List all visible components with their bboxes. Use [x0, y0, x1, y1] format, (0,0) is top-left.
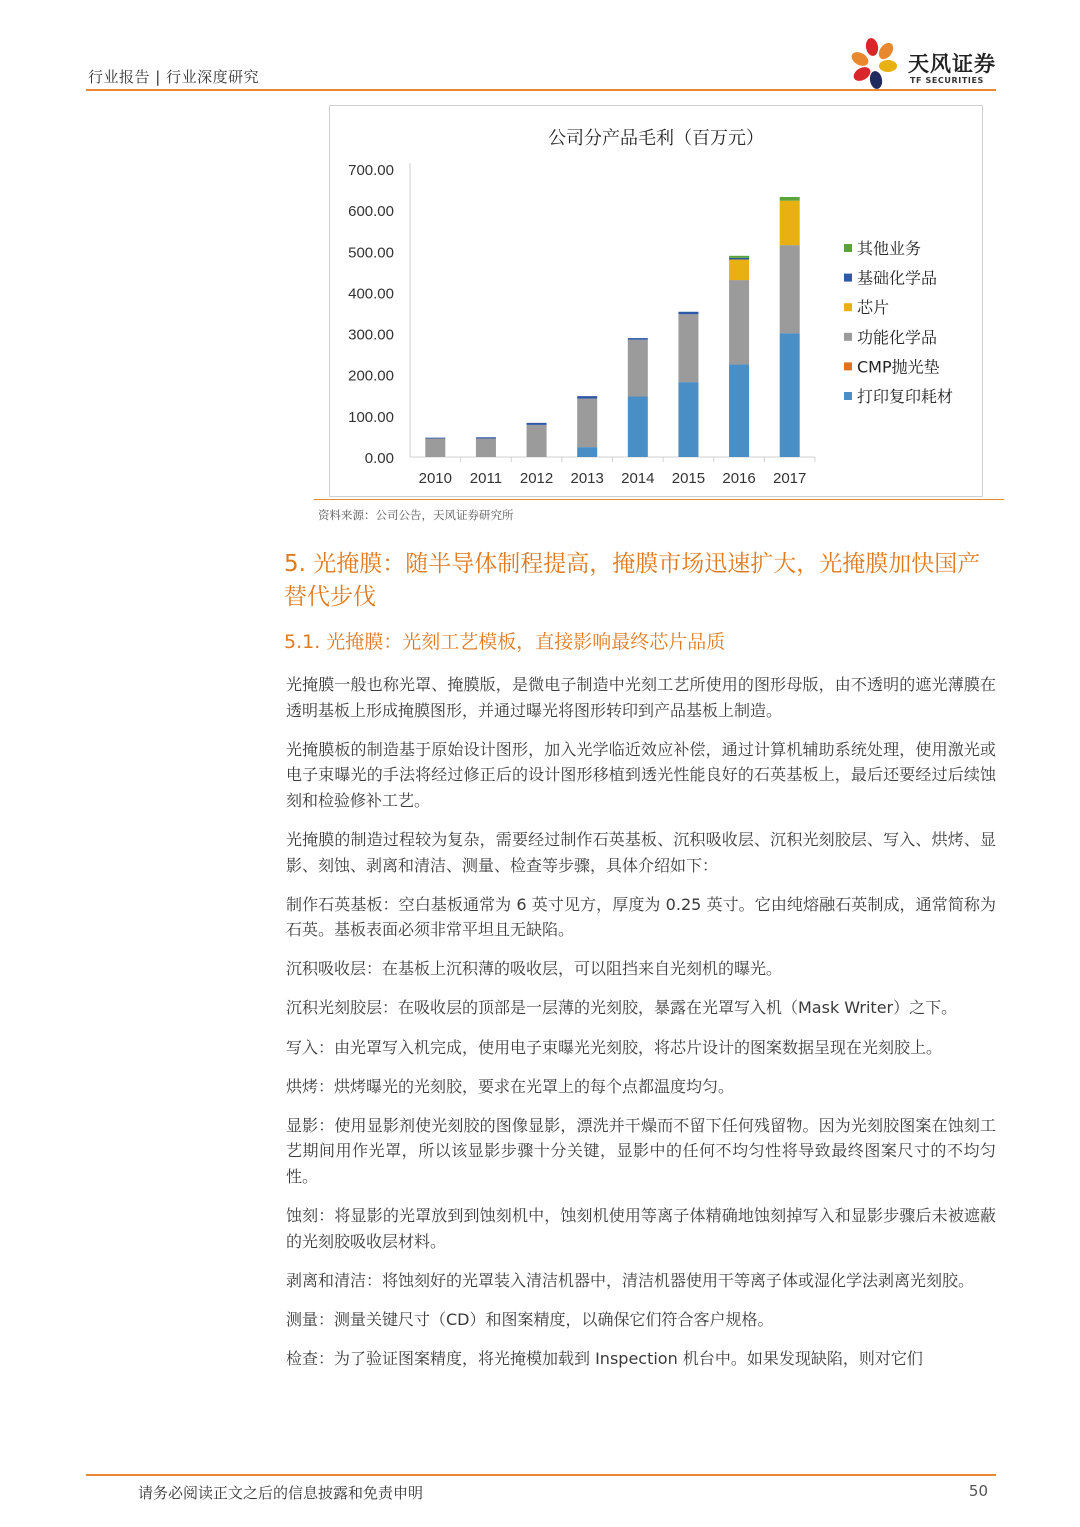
legend-swatch: [844, 362, 852, 370]
chart-title: 公司分产品毛利（百万元）: [548, 128, 764, 149]
legend-label: 基础化学品: [857, 268, 938, 288]
paragraph: 沉积吸收层：在基板上沉积薄的吸收层，可以阻挡来自光刻机的曝光。: [286, 959, 783, 979]
paragraph: 光掩膜的制造过程较为复杂，需要经过制作石英基板、沉积吸收层、沉积光刻胶层、写入、烘烤、显影、刻蚀、剥离和清洁、测量、检查等步骤，具体介绍如下：: [286, 829, 996, 875]
paragraph: 写入：由光罩写入机完成，使用电子束曝光光刻胶，将芯片设计的图案数据呈现在光刻胶上。: [286, 1037, 943, 1057]
logo-name-en: TF SECURITIES: [910, 76, 984, 85]
chart-canvas: [330, 106, 984, 498]
header-breadcrumb: 行业报告 | 行业深度研究: [88, 68, 260, 86]
y-tick-label: 600.00: [348, 203, 394, 221]
x-tick-label: 2016: [722, 470, 756, 487]
x-tick-label: 2010: [418, 470, 452, 487]
legend-label: 功能化学品: [857, 327, 938, 347]
footer-divider: [86, 1474, 996, 1476]
legend-swatch: [844, 303, 852, 311]
bar-segment: [577, 399, 597, 448]
y-tick-label: 0.00: [364, 450, 394, 467]
y-tick-label: 100.00: [348, 408, 394, 426]
bar-segment: [628, 397, 648, 457]
bar-segment: [678, 312, 698, 314]
bar-segment: [577, 396, 597, 398]
x-tick-label: 2014: [621, 470, 655, 487]
y-tick-label: 200.00: [348, 367, 394, 385]
company-logo: [850, 36, 1000, 92]
subsection-heading: 5.1. 光掩膜：光刻工艺模板，直接影响最终芯片品质: [284, 631, 726, 653]
paragraph: 烘烤：烘烤曝光的光刻胶，要求在光罩上的每个点都温度均匀。: [286, 1076, 735, 1096]
source-divider: [314, 499, 1004, 500]
section-heading: 5. 光掩膜：随半导体制程提高，掩膜市场迅速扩大，光掩膜加快国产替代步伐: [284, 551, 981, 610]
y-tick-label: 300.00: [348, 326, 394, 344]
legend-swatch: [844, 333, 852, 341]
x-tick-label: 2011: [469, 470, 503, 487]
page-number: 50: [968, 1482, 988, 1500]
paragraph: 检查：为了验证图案精度，将光掩模加载到 Inspection 机台中。如果发现缺陷，则对它们: [286, 1348, 923, 1368]
logo-name-cn: 天风证券: [908, 52, 996, 76]
paragraph: 剥离和清洁：将蚀刻好的光罩装入清洁机器中，清洁机器使用干等离子体或湿化学法剥离光刻胶。: [286, 1270, 975, 1290]
bar-segment: [780, 333, 800, 457]
paragraph: 测量：测量关键尺寸（CD）和图案精度，以确保它们符合客户规格。: [286, 1309, 774, 1329]
x-tick-label: 2015: [671, 470, 706, 487]
y-tick-label: 400.00: [348, 285, 394, 303]
bar-segment: [628, 340, 648, 397]
bar-segment: [780, 245, 800, 333]
bar-segment: [425, 438, 445, 439]
bar-segment: [678, 314, 698, 382]
bar-segment: [729, 256, 749, 258]
paragraph: 光掩膜一般也称光罩、掩膜版，是微电子制造中光刻工艺所使用的图形母版，由不透明的遮光薄膜在透明基板上形成掩膜图形，并通过曝光将图形转印到产品基板上制造。: [286, 675, 996, 720]
bar-segment: [780, 201, 800, 245]
x-tick-label: 2017: [773, 470, 807, 487]
bar-segment: [729, 364, 749, 457]
bar-segment: [476, 437, 496, 438]
paragraph: 制作石英基板：空白基板通常为 6 英寸见方，厚度为 0.25 英寸。它由纯熔融石英制成，通常简称为石英。基板表面必须非常平坦且无缺陷。: [286, 894, 996, 940]
legend-label: 芯片: [857, 298, 890, 318]
bar-segment: [527, 423, 547, 425]
x-tick-label: 2013: [570, 470, 604, 487]
bar-segment: [628, 338, 648, 340]
bar-segment: [729, 258, 749, 260]
y-tick-label: 500.00: [348, 244, 394, 262]
logo-flower-icon: [850, 36, 908, 92]
x-tick-label: 2012: [519, 470, 554, 487]
body-text: [286, 672, 996, 1385]
paragraph: 蚀刻：将显影的光罩放到到蚀刻机中，蚀刻机使用等离子体精确地蚀刻掉写入和显影步骤后未被遮蔽的光刻胶吸收层材料。: [286, 1206, 996, 1251]
y-tick-label: 700.00: [348, 162, 394, 179]
legend-swatch: [844, 392, 852, 400]
legend-label: 打印复印耗材: [857, 387, 954, 406]
bar-segment: [577, 447, 597, 457]
bar-segment: [729, 280, 749, 364]
legend-label: 其他业务: [857, 239, 922, 258]
legend-swatch: [844, 244, 852, 252]
chart-source: 资料来源：公司公告，天风证券研究所: [318, 508, 514, 522]
bar-segment: [780, 197, 800, 201]
paragraph: 光掩膜板的制造基于原始设计图形，加入光学临近效应补偿，通过计算机辅助系统处理，使用激光或电子束曝光的手法将经过修正后的设计图形移植到透光性能良好的石英基板上，最后还要经过后续蚀刻和检验修补工艺。: [286, 739, 996, 810]
paragraph: 显影：使用显影剂使光刻胶的图像显影，漂洗并干燥而不留下任何残留物。因为光刻胶图案在蚀刻工艺期间用作光罩，所以该显影步骤十分关键，显影中的任何不均匀性将导致最终图案尺寸的不均匀性。: [286, 1115, 996, 1186]
paragraph: 沉积光刻胶层：在吸收层的顶部是一层薄的光刻胶，暴露在光罩写入机（Mask Writer）之下。: [286, 998, 958, 1018]
gross-profit-chart: [329, 105, 983, 497]
bar-segment: [729, 260, 749, 281]
legend-swatch: [844, 274, 852, 282]
bar-segment: [527, 425, 547, 457]
footer-disclaimer: 请务必阅读正文之后的信息披露和免责申明: [138, 1484, 424, 1502]
bar-segment: [425, 438, 445, 457]
legend-label: CMP抛光垫: [857, 357, 940, 377]
bar-segment: [476, 438, 496, 457]
bar-segment: [678, 382, 698, 457]
